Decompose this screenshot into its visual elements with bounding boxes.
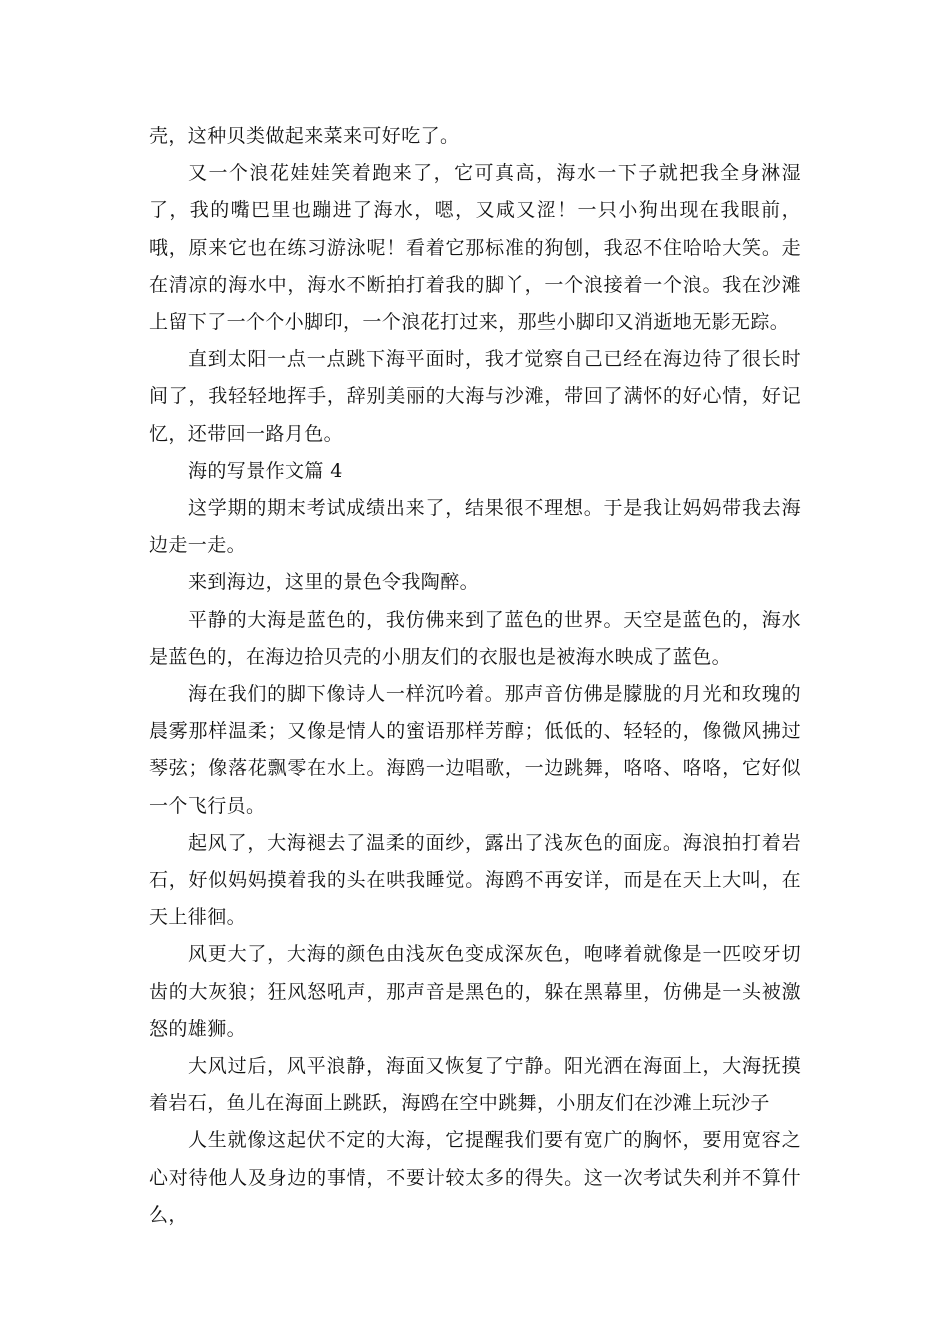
paragraph: 起风了，大海褪去了温柔的面纱，露出了浅灰色的面庞。海浪拍打着岩石，好似妈妈摸着我的头在哄我睡觉。海鸥不再安详，而是在天上大叫，在天上徘徊。 <box>149 831 801 929</box>
paragraph: 又一个浪花娃娃笑着跑来了，它可真高，海水一下子就把我全身淋湿了，我的嘴巴里也蹦进了海水，嗯，又咸又涩！一只小狗出现在我眼前，哦，原来它也在练习游泳呢！看着它那标准的狗刨，我忍不住哈哈大笑。走在清凉的海水中，海水不断拍打着我的脚丫，一个浪接着一个浪。我在沙滩上留下了一个个小脚印，一个浪花打过来，那些小脚印又消逝地无影无踪。 <box>149 162 801 334</box>
paragraph: 平静的大海是蓝色的，我仿佛来到了蓝色的世界。天空是蓝色的，海水是蓝色的，在海边拾贝壳的小朋友们的衣服也是被海水映成了蓝色。 <box>149 608 801 668</box>
document-body <box>149 118 801 1234</box>
paragraph: 直到太阳一点一点跳下海平面时，我才觉察自己已经在海边待了很长时间了，我轻轻地挥手，辞别美丽的大海与沙滩，带回了满怀的好心情，好记忆，还带回一路月色。 <box>149 348 801 445</box>
paragraph: 人生就像这起伏不定的大海，它提醒我们要有宽广的胸怀，要用宽容之心对待他人及身边的事情，不要计较太多的得失。这一次考试失利并不算什么， <box>149 1129 801 1226</box>
paragraph: 来到海边，这里的景色令我陶醉。 <box>188 571 480 594</box>
paragraph: 这学期的期末考试成绩出来了，结果很不理想。于是我让妈妈带我去海边走一走。 <box>149 497 801 557</box>
paragraph: 海在我们的脚下像诗人一样沉吟着。那声音仿佛是朦胧的月光和玫瑰的晨雾那样温柔；又像是情人的蜜语那样芳醇；低低的、轻轻的，像微风拂过琴弦；像落花飘零在水上。海鸥一边唱歌，一边跳舞，咯咯、咯咯，它好似一个飞行员。 <box>149 683 801 817</box>
paragraph: 壳，这种贝类做起来菜来可好吃了。 <box>149 125 460 147</box>
section-heading: 海的写景作文篇 4 <box>188 459 343 482</box>
paragraph: 大风过后，风平浪静，海面又恢复了宁静。阳光洒在海面上，大海抚摸着岩石，鱼儿在海面上跳跃，海鸥在空中跳舞，小朋友们在沙滩上玩沙子 <box>149 1055 801 1115</box>
paragraph: 风更大了，大海的颜色由浅灰色变成深灰色，咆哮着就像是一匹咬牙切齿的大灰狼；狂风怒吼声，那声音是黑色的，躲在黑幕里，仿佛是一头被激怒的雄狮。 <box>149 943 801 1040</box>
